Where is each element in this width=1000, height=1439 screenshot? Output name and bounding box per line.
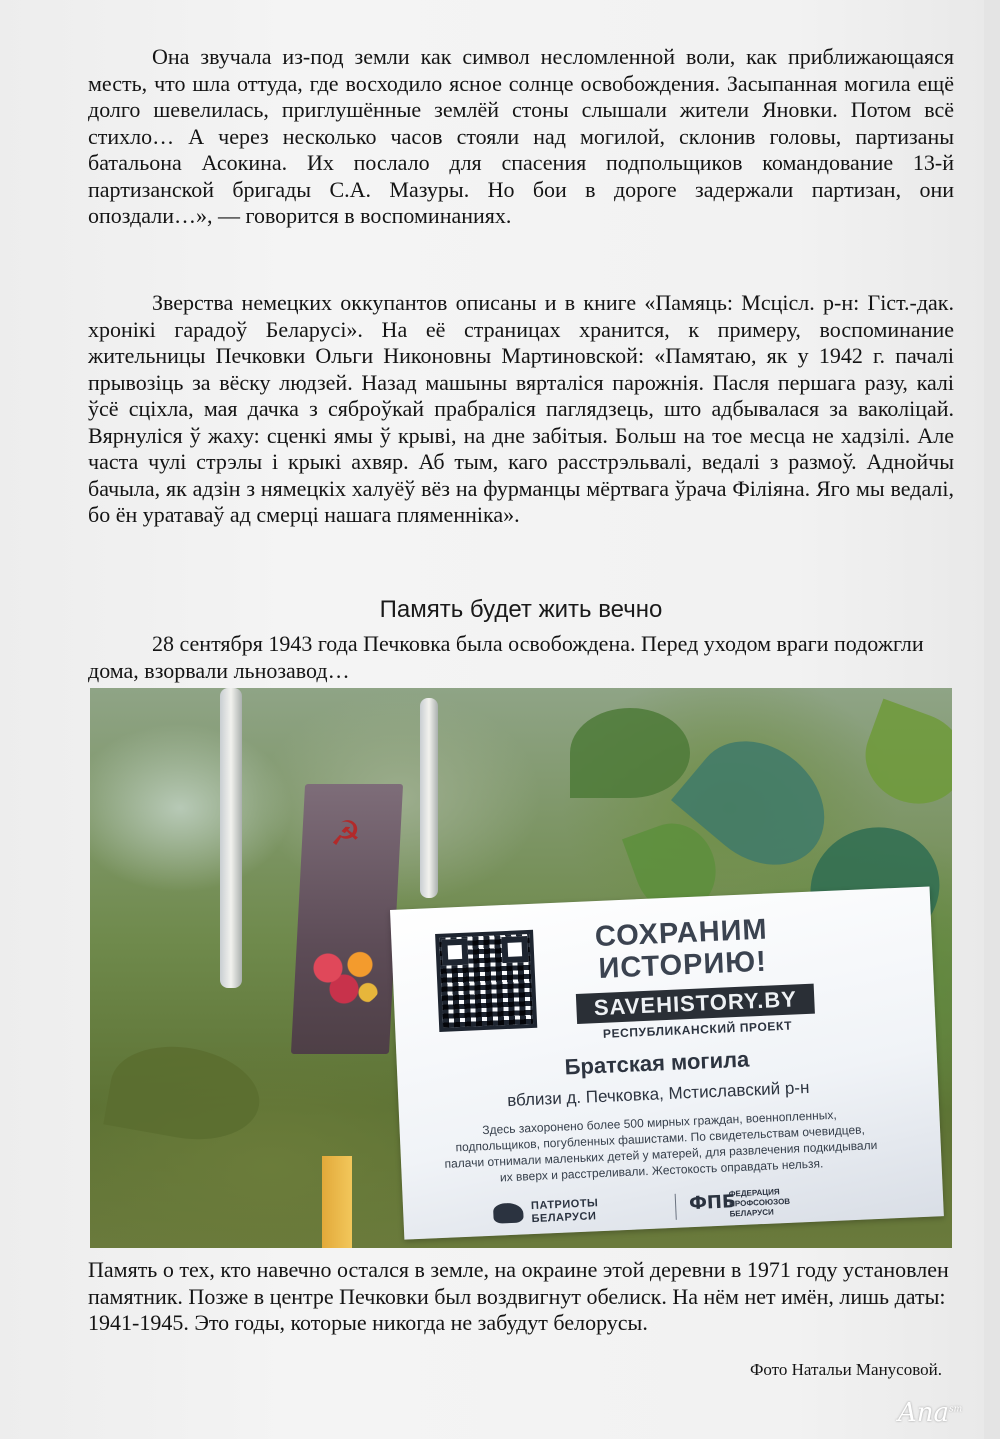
logo-divider	[675, 1194, 677, 1220]
article-paragraph-1	[88, 44, 954, 230]
sign-title: Братская могила	[564, 1046, 750, 1080]
signature-watermark	[898, 1398, 962, 1428]
memorial-sign	[390, 886, 944, 1239]
article-paragraph-2	[88, 290, 954, 529]
sign-logos	[493, 1184, 854, 1230]
sign-heading: СОХРАНИМ ИСТОРИЮ!	[594, 913, 769, 985]
qr-code-icon	[435, 930, 537, 1032]
memorial-monument	[291, 784, 403, 1054]
sign-body: Здесь захоронено более 500 мирных граждан, военнопленных, подпольщиков, погубленных фашистами. По свидетельствам очевидцев, палачи отнимали маленьких детей у матерей, для развлечения подкидывали их вверх и расстреливали. Жестокость оправдать нельзя.	[444, 1107, 878, 1185]
memorial-photo	[90, 688, 952, 1248]
fpb-logo	[689, 1184, 860, 1221]
birch-trunk	[420, 698, 438, 898]
bison-icon	[493, 1202, 524, 1223]
photo-credit: Фото Натальи Манусовой.	[749, 1360, 942, 1379]
photo-caption	[88, 1257, 954, 1337]
paragraph-text: Она звучала из-под земли как символ несломленной воли, как приближающаяся месть, что шла оттуда, где восходило ясное солнце освобождения. Засыпанная могила ещё долго шевелилась, приглушённые землёй стоны слышали жители Яновки. Потом всё стихло… А через несколько часов стояли над могилой, склонив головы, партизаны батальона Асокина. Их послало для спасения подпольщиков командование 13-й партизанской бригады С.А. Мазуры. Но бои в дороге задержали партизан, они опоздали…», — говорится в воспоминаниях.	[88, 44, 954, 228]
paragraph-text: 28 сентября 1943 года Печковка была освобождена. Перед уходом враги подожгли дома, взорвали льнозавод…	[88, 631, 924, 683]
patriots-logo-text: ПАТРИОТЫ БЕЛАРУСИ	[530, 1197, 599, 1226]
leaf	[570, 708, 690, 798]
yellow-post	[322, 1156, 352, 1248]
section-title: Память будет жить вечно	[379, 596, 663, 623]
fpb-logo-mark: ФПБ	[688, 1191, 737, 1215]
sign-location: вблизи д. Печковка, Мстиславский р-н	[506, 1077, 810, 1111]
hammer-sickle-icon: ☭	[329, 814, 362, 854]
watermark-sup: sm	[949, 1404, 963, 1415]
flower-wreath	[304, 940, 384, 1010]
leaf	[853, 699, 952, 818]
fpb-logo-text: ФЕДЕРАЦИЯ ПРОФСОЮЗОВ БЕЛАРУСИ	[728, 1187, 791, 1219]
caption-text: Память о тех, кто навечно остался в земле, на окраине этой деревни в 1971 году установлен памятник. Позже в центре Печковки был воздвигнут обелиск. На нём нет имён, лишь даты: 1941-1945. Это годы, которые никогда не забудут белорусы.	[88, 1257, 949, 1335]
leaf	[103, 1036, 266, 1151]
paragraph-text: Зверства немецких оккупантов описаны и в книге «Памяць: Мсцісл. р-н: Гіст.-дак. хронікі гарадоў Беларусі». На её страницах хранится, к примеру, воспоминание жительницы Печковки Ольги Никоновны Мартиновской: «Памятаю, як у 1942 г. пачалі прывозіць за вёску людзей. Назад машыны вярталіся парожнія. Пасля першага разу, калі ўсё сціхла, мая дачка з сяброўкай прабраліся паглядзець, што адбывалася за ваколіцай. Вярнуліся ў жаху: сценкі ямы ў крыві, на дне забітыя. Больш на тое месца не хадзілі. Але часта чулі стрэлы і крыкі ахвяр. Аб тым, каго расстрэльвалі, ведалі з размоў. Аднойчы бачыла, як адзін з нямецкіх халуёў вёз на фурманцы мёртвага ўрача Філіяна. Яго мы ведалі, бо ён уратаваў ад смерці нашага пляменніка».	[88, 290, 954, 527]
sign-url: SAVEHISTORY.BY	[576, 984, 815, 1024]
sign-project: РЕСПУБЛИКАНСКИЙ ПРОЕКТ	[602, 1018, 793, 1041]
birch-trunk	[220, 688, 242, 988]
patriots-logo	[493, 1192, 664, 1229]
watermark-text: Ana	[898, 1398, 950, 1428]
article-paragraph-3	[88, 631, 954, 684]
